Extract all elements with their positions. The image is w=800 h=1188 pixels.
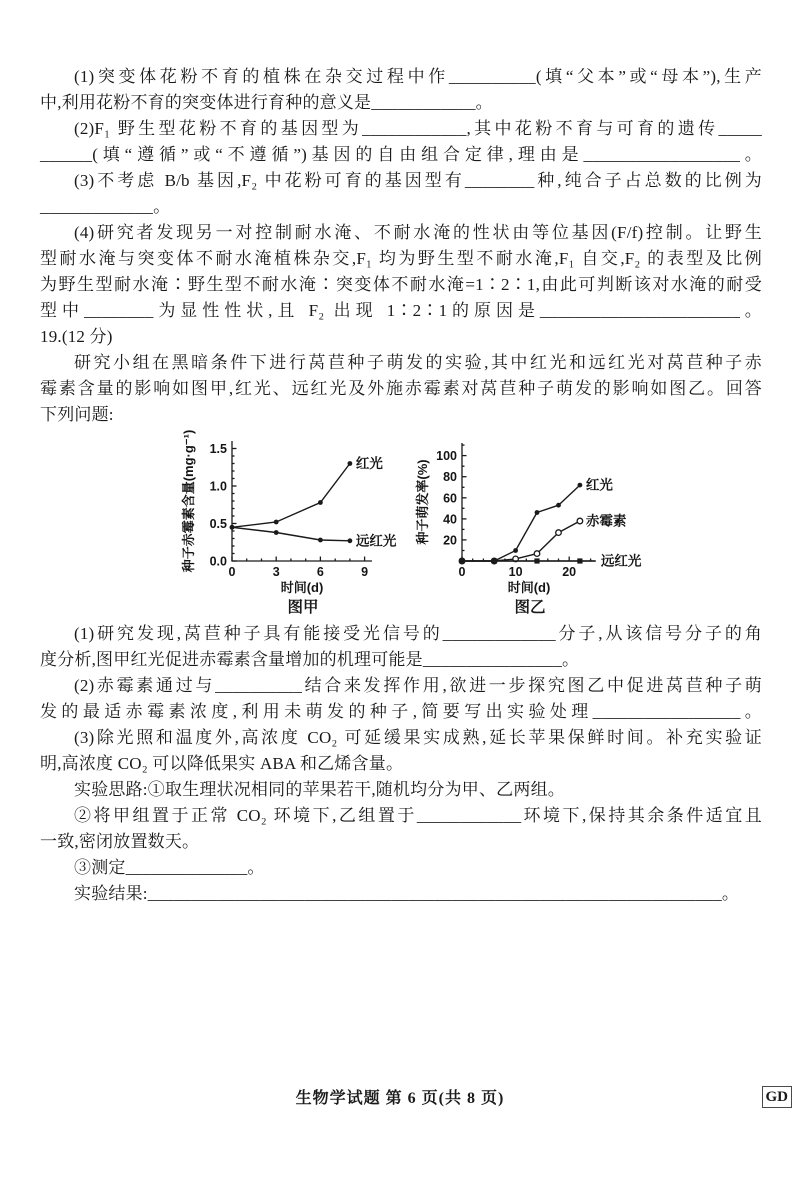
svg-text:10: 10 [508,565,523,579]
svg-text:1.5: 1.5 [209,442,227,456]
q18-line-7: (4)研究者发现另一对控制耐水淹、不耐水淹的性状由等位基因(F/f)控制。让野生 [74,223,762,242]
svg-text:远红光: 远红光 [355,533,397,549]
q19-intro-1: 研究小组在黑暗条件下进行莴苣种子萌发的实验,其中红光和远红光对莴苣种子赤 [74,353,762,372]
chart-yi-line-chart [410,431,666,595]
q18-line-8: 型耐水淹与突变体不耐水淹植株杂交,F₁ 均为野生型不耐水淹,F₁ 自交,F₂ 的表型及比例 [40,249,762,268]
svg-text:3: 3 [272,565,280,579]
chart-jia-line-chart [176,431,404,595]
figure-jia-title: 图甲 [287,599,319,616]
svg-text:9: 9 [361,565,369,579]
svg-text:红光: 红光 [585,477,613,493]
q19-intro-2: 霉素含量的影响如图甲,红光、远红光及外施赤霉素对莴苣种子萌发的影响如图乙。回答 [40,379,762,398]
q18-line-3: (2)F₁ 野生型花粉不育的基因型为____________,其中花粉不育与可育的遗传_____ [74,119,762,138]
svg-text:80: 80 [443,470,457,485]
figure-jia [176,431,404,617]
page-footer [0,1085,800,1108]
q19-intro-3: 下列问题: [40,405,114,424]
svg-text:种子赤霉素含量(mg·g⁻¹): 种子赤霉素含量(mg·g⁻¹) [181,429,196,573]
q18-line-1: (1)突变体花粉不育的植株在杂交过程中作__________(填“父本”或“母本”),生产 [74,67,762,86]
q19-line-9: 一致,密闭放置数天。 [40,832,200,851]
page-footer-text: 生物学试题 第 6 页(共 8 页) [295,1090,505,1107]
figure-yi-title: 图乙 [514,599,546,616]
q19-line-8: ②将甲组置于正常 CO₂ 环境下,乙组置于____________环境下,保持其余条件适宜且 [74,806,762,825]
q19-line-2: 度分析,图甲红光促进赤霉素含量增加的机理可能是________________。 [40,650,580,669]
svg-text:种子萌发率(%): 种子萌发率(%) [415,459,430,545]
svg-text:60: 60 [443,491,457,506]
svg-text:20: 20 [443,533,457,548]
figures-row [176,428,762,621]
q19-number: 19.(12 分) [40,327,113,346]
svg-text:6: 6 [316,565,324,579]
q18-line-5: (3)不考虑 B/b 基因,F₂ 中花粉可育的基因型有________种,纯合子占总数的比例为 [74,171,762,190]
svg-text:40: 40 [443,512,457,527]
svg-text:时间(d): 时间(d) [280,580,324,595]
q18-line-2: 中,利用花粉不育的突变体进行育种的意义是____________。 [40,93,493,112]
svg-text:远红光: 远红光 [600,553,642,569]
q19-line-11: 实验结果:__________________________________________________________________。 [74,884,740,903]
q19-line-10: ③测定______________。 [74,858,265,877]
q18-line-10: 型中________为显性性状,且 F₂ 出现 1∶2∶1的原因是_______________________。 [40,301,762,320]
svg-text:0.5: 0.5 [209,517,227,531]
svg-text:0: 0 [228,565,236,579]
footer-corner-badge: GD [762,1086,793,1108]
svg-text:0.0: 0.0 [209,554,227,569]
figure-yi [410,431,666,617]
svg-text:赤霉素: 赤霉素 [585,513,627,529]
svg-text:100: 100 [436,449,457,464]
q18-line-9: 为野生型耐水淹∶野生型不耐水淹∶突变体不耐水淹=1∶2∶1,由此可判断该对水淹的耐受 [40,275,762,294]
svg-text:红光: 红光 [355,456,383,471]
svg-text:20: 20 [562,565,577,579]
svg-text:时间(d): 时间(d) [507,580,551,595]
svg-text:1.0: 1.0 [209,479,227,494]
svg-text:0: 0 [458,565,466,579]
exam-content [40,64,762,907]
q19-line-5: (3)除光照和温度外,高浓度 CO₂ 可延缓果实成熟,延长苹果保鲜时间。补充实验证 [74,728,762,747]
q19-line-4: 发的最适赤霉素浓度,利用未萌发的种子,简要写出实验处理_________________。 [40,702,762,721]
q18-line-4: ______(填“遵循”或“不遵循”)基因的自由组合定律,理由是__________________。 [40,145,762,164]
q19-line-7: 实验思路:①取生理状况相同的苹果若干,随机均分为甲、乙两组。 [74,780,565,799]
q19-line-6: 明,高浓度 CO₂ 可以降低果实 ABA 和乙烯含量。 [40,754,404,773]
q19-line-1: (1)研究发现,莴苣种子具有能接受光信号的_____________分子,从该信号分子的角 [74,624,762,643]
q19-line-3: (2)赤霉素通过与__________结合来发挥作用,欲进一步探究图乙中促进莴苣种子萌 [74,676,762,695]
q18-line-6: _____________。 [40,197,171,216]
